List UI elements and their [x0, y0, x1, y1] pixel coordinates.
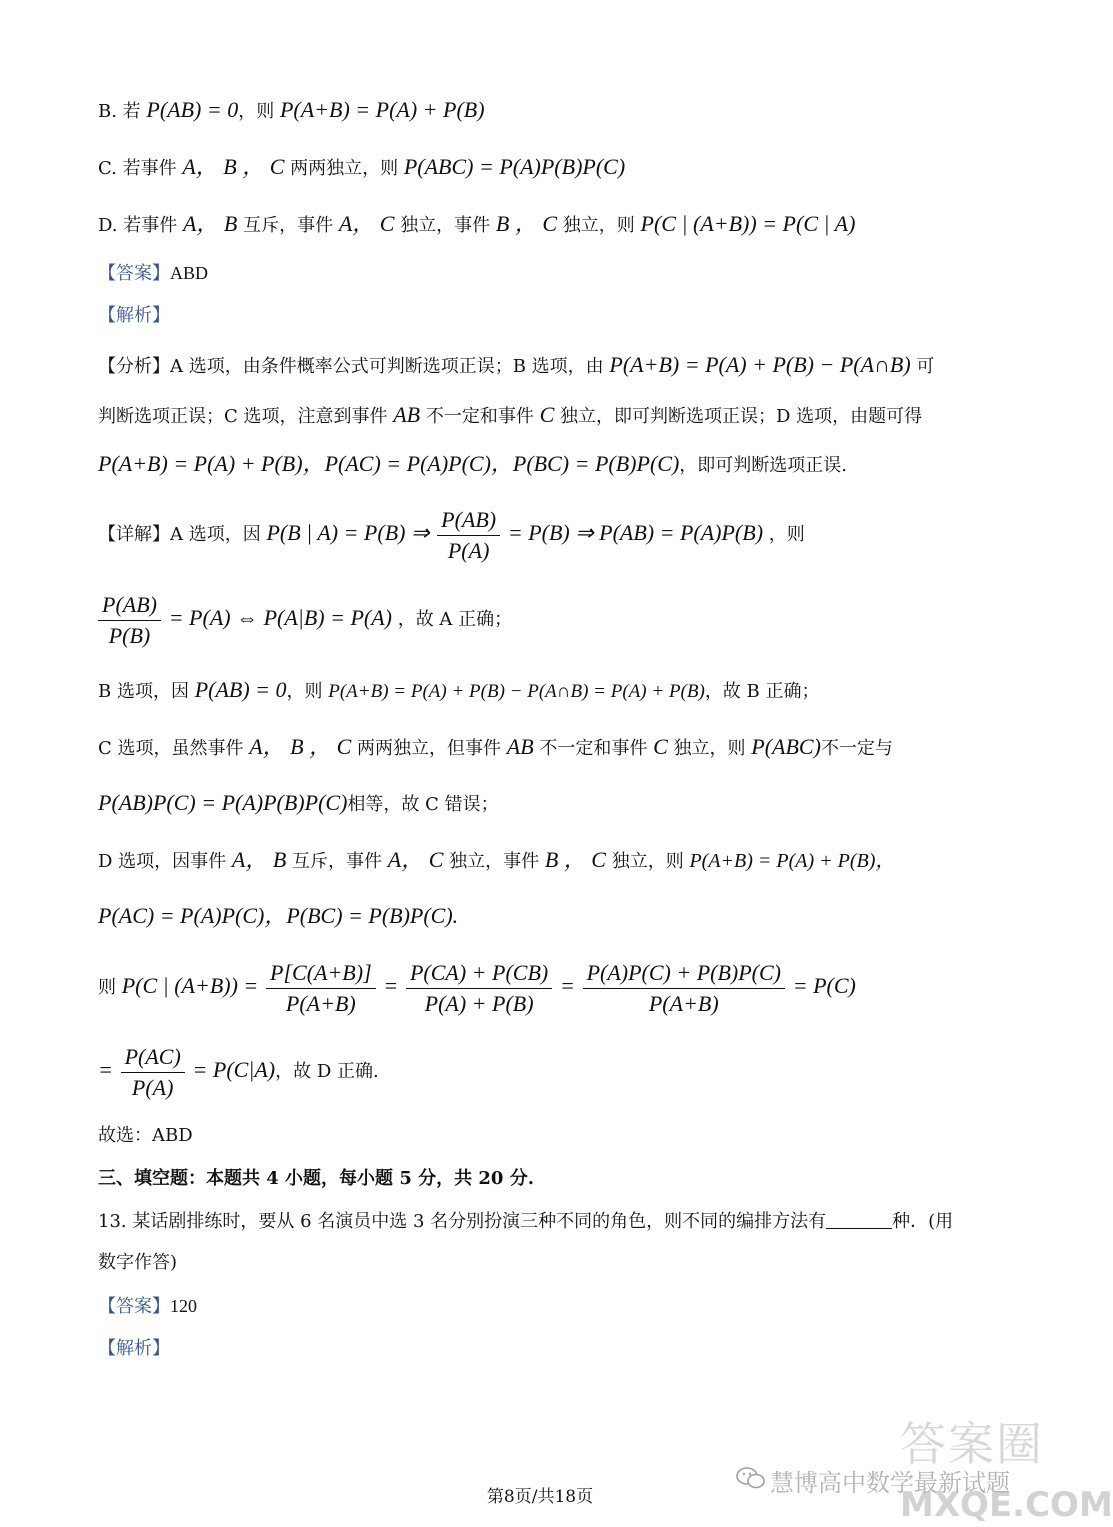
watermark-logo: 答案圈	[900, 1417, 1044, 1471]
question-13-line-1: 13. 某话剧排练时，要从 6 名演员中选 3 名分别扮演三种不同的角色，则不同的编排方法有 种．(用	[98, 1207, 953, 1237]
watermark-account: 慧博高中数学最新试题	[770, 1469, 1010, 1497]
section-heading: 三、填空题：本题共 4 小题，每小题 5 分，共 20 分.	[98, 1168, 534, 1189]
detail-d-line-2: P(AC) = P(A)P(C)，P(BC) = P(B)P(C).	[98, 903, 459, 928]
answer-blank	[826, 1208, 892, 1229]
detail-c-line-1: C 选项，虽然事件 A， B ， C 两两独立，但事件 AB 不一定和事件 C 独立，则 P(ABC)不一定与	[98, 734, 893, 759]
fraction: $\frac{P(AB)}{P(A)}$	[437, 505, 500, 566]
fraction: $\frac{P(AB)}{P(B)}$	[98, 590, 161, 651]
option-d: D. 若事件 A， B 互斥，事件 A， C 独立，事件 B ， C 独立，则 P(C | (A+B)) = P(C | A)	[98, 211, 856, 236]
detail-b: B 选项，因 P(AB) = 0，则 P(A+B) = P(A) + P(B) − P(A∩B) = P(A) + P(B)，故 B 正确；	[98, 677, 820, 702]
page-number: 第8页/共18页	[486, 1487, 594, 1507]
analysis-tag-13: 【解析】	[98, 1338, 170, 1359]
question-13-line-2: 数字作答)	[98, 1252, 178, 1273]
fraction: $\frac{P(A)P(C) + P(B)P(C)}{P(A+B)}$	[583, 958, 785, 1019]
detail-a-line-1: 【详解】A 选项，因 P(B | A) = P(B) ⇒ $\frac{P(AB)}{P(A)}$ = P(B) ⇒ P(AB) = P(A)P(B) ，则	[98, 503, 805, 566]
detail-d-line-3: 则 P(C | (A+B)) = $\frac{P[C(A+B)]}{P(A+B)}$ = $\frac{P(CA) + P(CB)}{P(A) + P(B)}$ = $\frac{P(A)P(C) + P(B)P(C)}{P(A+B)}$ = P(C)	[98, 956, 856, 1019]
fraction: $\frac{P[C(A+B)]}{P(A+B)}$	[266, 958, 376, 1019]
detail-d-line-1: D 选项，因事件 A， B 互斥，事件 A， C 独立，事件 B ， C 独立，则 P(A+B) = P(A) + P(B)，	[98, 847, 896, 872]
answer-tag: 【答案】	[98, 1296, 170, 1317]
fenxi-line-3: P(A+B) = P(A) + P(B)，P(AC) = P(A)P(C)，P(BC) = P(B)P(C)，即可判断选项正误.	[98, 451, 847, 476]
fenxi-line-2: 判断选项正误；C 选项，注意到事件 AB 不一定和事件 C 独立，即可判断选项正误；D 选项，由题可得	[98, 402, 923, 427]
answer-13: 【答案】120	[98, 1296, 197, 1317]
option-c: C. 若事件 A， B ， C 两两独立，则 P(ABC) = P(A)P(B)P(C)	[98, 154, 626, 179]
detail-c-line-2: P(AB)P(C) = P(A)P(B)P(C)相等，故 C 错误；	[98, 790, 499, 815]
fraction: $\frac{P(AC)}{P(A)}$	[121, 1042, 185, 1103]
fraction: $\frac{P(CA) + P(CB)}{P(A) + P(B)}$	[406, 958, 552, 1019]
final-choice: 故选：ABD	[98, 1125, 193, 1146]
detail-d-line-4: = $\frac{P(AC)}{P(A)}$ = P(C|A)，故 D 正确.	[98, 1040, 379, 1103]
answer-tag: 【答案】	[98, 263, 170, 284]
watermark-url: MXQE.COM	[900, 1485, 1113, 1525]
analysis-tag: 【解析】	[98, 305, 170, 326]
detail-a-line-2: $\frac{P(AB)}{P(B)}$ = P(A) ⇔ P(A|B) = P(A) ，故 A 正确；	[98, 588, 512, 651]
answer-12: 【答案】ABD	[98, 263, 209, 284]
fenxi-line-1: 【分析】A 选项，由条件概率公式可判断选项正误；B 选项，由 P(A+B) = P(A) + P(B) − P(A∩B) 可	[98, 352, 935, 377]
option-b: B. 若 P(AB) = 0，则 P(A+B) = P(A) + P(B)	[98, 97, 485, 122]
